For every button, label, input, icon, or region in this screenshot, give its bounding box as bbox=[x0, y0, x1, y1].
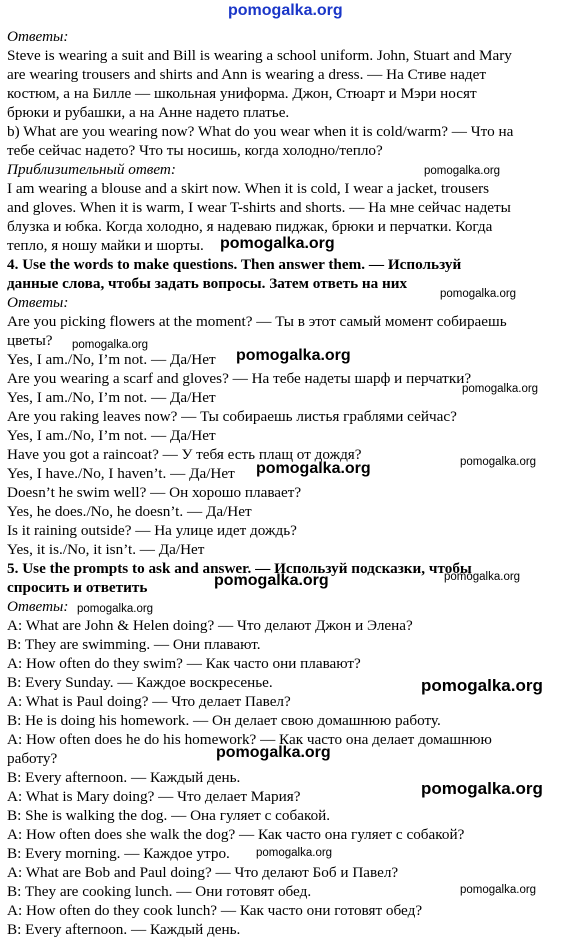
exercise-4-heading: 4. Use the words to make questions. Then answer them. — Используй bbox=[7, 256, 462, 273]
watermark: pomogalka.org bbox=[421, 779, 543, 798]
watermark: pomogalka.org bbox=[256, 460, 371, 477]
text-line: Yes, I am./No, I’m not. — Да/Нет bbox=[7, 427, 216, 444]
dialogue-line: B: She is walking the dog. — Она гуляет с собакой. bbox=[7, 807, 331, 824]
text-line: Are you wearing a scarf and gloves? — На тебе надеты шарф и перчатки? bbox=[7, 370, 472, 387]
dialogue-line: B: They are swimming. — Они плавают. bbox=[7, 636, 261, 653]
text-line: are wearing trousers and shirts and Ann is wearing a dress. — На Стиве надет bbox=[7, 66, 486, 83]
watermark: pomogalka.org bbox=[216, 744, 331, 761]
dialogue-line: B: He is doing his homework. — Он делает свою домашнюю работу. bbox=[7, 712, 441, 729]
text-line: Yes, I am./No, I’m not. — Да/Нет bbox=[7, 351, 216, 368]
text-line: Doesn’t he swim well? — Он хорошо плавает? bbox=[7, 484, 302, 501]
text-line: Yes, I am./No, I’m not. — Да/Нет bbox=[7, 389, 216, 406]
watermark: pomogalka.org bbox=[460, 884, 537, 896]
watermark: pomogalka.org bbox=[236, 347, 351, 364]
answers-heading: Ответы: bbox=[7, 294, 69, 311]
text-line: Steve is wearing a suit and Bill is wearing a school uniform. John, Stuart and Mary bbox=[7, 47, 512, 64]
watermark: pomogalka.org bbox=[462, 383, 539, 395]
text-line: Have you got a raincoat? — У тебя есть плащ от дождя? bbox=[7, 446, 362, 463]
watermark: pomogalka.org bbox=[72, 339, 149, 351]
watermark: pomogalka.org bbox=[214, 572, 329, 589]
text-line: брюки и рубашки, а на Анне надето платье. bbox=[7, 104, 290, 121]
dialogue-line: A: What are John & Helen doing? — Что делают Джон и Элена? bbox=[7, 617, 413, 634]
dialogue-line: A: How often does he do his homework? — Как часто она делает домашнюю bbox=[7, 731, 492, 748]
text-line: тепло, я ношу майки и шорты. bbox=[7, 237, 204, 254]
dialogue-line: B: Every Sunday. — Каждое воскресенье. bbox=[7, 674, 273, 691]
dialogue-line: A: How often do they cook lunch? — Как часто они готовят обед? bbox=[7, 902, 423, 919]
watermark: pomogalka.org bbox=[77, 603, 154, 615]
text-line: I am wearing a blouse and a skirt now. When it is cold, I wear a jacket, trousers bbox=[7, 180, 490, 197]
dialogue-line: B: Every afternoon. — Каждый день. bbox=[7, 769, 241, 786]
text-line: and gloves. When it is warm, I wear T-shirts and shorts. — На мне сейчас надеты bbox=[7, 199, 511, 216]
dialogue-line: B: Every morning. — Каждое утро. bbox=[7, 845, 230, 862]
site-watermark-top: pomogalka.org bbox=[228, 2, 343, 19]
exercise-5-heading: 5. Use the prompts to ask and answer. — Используй подсказки, чтобы bbox=[7, 560, 472, 577]
watermark: pomogalka.org bbox=[424, 165, 501, 177]
text-line: Yes, he does./No, he doesn’t. — Да/Нет bbox=[7, 503, 252, 520]
dialogue-line: A: How often do they swim? — Как часто они плавают? bbox=[7, 655, 361, 672]
dialogue-line: A: What are Bob and Paul doing? — Что делают Боб и Павел? bbox=[7, 864, 399, 881]
watermark: pomogalka.org bbox=[421, 676, 543, 695]
watermark: pomogalka.org bbox=[256, 847, 333, 859]
watermark: pomogalka.org bbox=[460, 456, 537, 468]
watermark: pomogalka.org bbox=[220, 235, 335, 252]
dialogue-line: A: What is Mary doing? — Что делает Мария? bbox=[7, 788, 301, 805]
text-line: костюм, а на Билле — школьная униформа. Джон, Стюарт и Мэри носят bbox=[7, 85, 477, 102]
text-line: Is it raining outside? — На улице идет дождь? bbox=[7, 522, 297, 539]
dialogue-line: работу? bbox=[7, 750, 58, 767]
text-line: цветы? bbox=[7, 332, 53, 349]
text-line: Are you raking leaves now? — Ты собираешь листья граблями сейчас? bbox=[7, 408, 457, 425]
text-line: b) What are you wearing now? What do you wear when it is cold/warm? — Что на bbox=[7, 123, 514, 140]
text-line: Are you picking flowers at the moment? — Ты в этот самый момент собираешь bbox=[7, 313, 507, 330]
watermark: pomogalka.org bbox=[440, 288, 517, 300]
watermark: pomogalka.org bbox=[444, 571, 521, 583]
exercise-5-heading-cont: спросить и ответить bbox=[7, 579, 148, 596]
exercise-4-heading-cont: данные слова, чтобы задать вопросы. Затем ответь на них bbox=[7, 275, 408, 292]
dialogue-line: B: Every afternoon. — Каждый день. bbox=[7, 921, 241, 938]
dialogue-line: A: What is Paul doing? — Что делает Павел? bbox=[7, 693, 291, 710]
answers-heading: Ответы: bbox=[7, 598, 69, 615]
text-line: Yes, it is./No, it isn’t. — Да/Нет bbox=[7, 541, 205, 558]
text-line: тебе сейчас надето? Что ты носишь, когда холодно/тепло? bbox=[7, 142, 383, 159]
text-line: блузка и юбка. Когда холодно, я надеваю пиджак, брюки и перчатки. Когда bbox=[7, 218, 493, 235]
answers-heading: Ответы: bbox=[7, 28, 69, 45]
text-line: Yes, I have./No, I haven’t. — Да/Нет bbox=[7, 465, 235, 482]
approximate-answer-heading: Приблизительный ответ: bbox=[7, 161, 176, 178]
dialogue-line: B: They are cooking lunch. — Они готовят обед. bbox=[7, 883, 312, 900]
dialogue-line: A: How often does she walk the dog? — Как часто она гуляет с собакой? bbox=[7, 826, 465, 843]
